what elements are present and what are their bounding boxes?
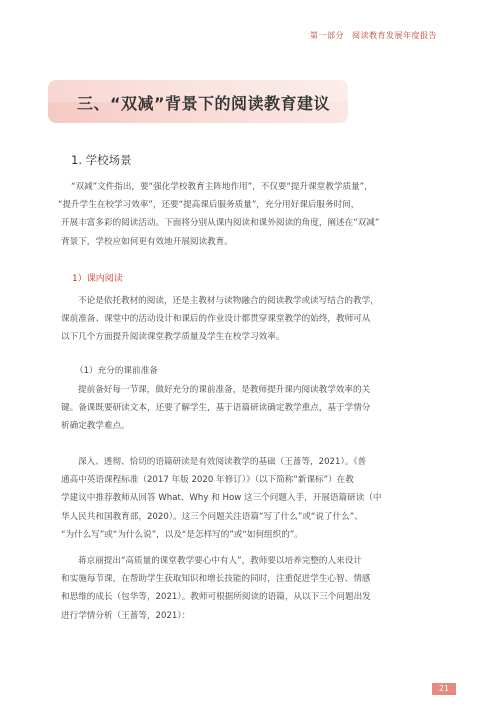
student-analysis-paragraph (61, 552, 429, 625)
paragraph-line: 开展丰富多彩的阅读活动。下面将分别从课内阅读和课外阅读的角度，阐述在“双减” (61, 218, 380, 229)
paragraph-line: 华人民共和国教育部，2020）。这三个问题关注语篇“写了什么”或“说了什么”、 (61, 511, 363, 522)
paragraph-line: 深入、透彻、恰切的语篇研读是有效阅读教学的基础（王蔷等，2021）。《普 (78, 457, 367, 467)
paragraph-line: 蒋京丽提出“高质量的课堂教学要心中有人”，教师要以培养完整的人来设计 (78, 556, 362, 566)
running-header-part: 第一部分 (310, 31, 344, 40)
paragraph-line: 提前备好每一节课，做好充分的课前准备，是教师提升课内阅读教学效率的关 (78, 385, 371, 395)
page-number-box (432, 683, 456, 695)
paragraph-line: 学建议中推荐教师从回答 What、Why 和 How 这三个问题入手，开展语篇研读（中 (61, 493, 382, 504)
paragraph-line: “提升学生在校学习效率”，还要“提高课后服务质量”，充分用好课后服务时间， (58, 200, 360, 211)
paragraph-line: 背景下，学校应如何更有效地开展阅读教育。 (61, 236, 233, 247)
paragraph-line: 和实施每节课，在帮助学生获取知识和增长技能的同时，注重促进学生心智、情感 (61, 574, 371, 585)
paragraph-line: 和思维的成长（包华等，2021）。教师可根据所阅读的语篇，从以下三个问题出发 (61, 592, 371, 603)
running-header-title: 阅读教育发展年度报告 (352, 31, 437, 40)
heading-in-class-reading: 1）课内阅读 (72, 274, 123, 284)
paragraph-line: 课前准备、课堂中的活动设计和课后的作业设计都贯穿课堂教学的始终，教师可从 (61, 314, 371, 325)
paragraph-line: 不论是依托教材的阅读，还是主教材与读物融合的阅读教学或读写结合的教学， (78, 296, 379, 306)
paragraph-line: 进行学情分析（王蔷等，2021）： (61, 610, 191, 621)
preparation-paragraph (61, 381, 429, 436)
page-number: 21 (438, 684, 450, 693)
paragraph-line: 以下几个方面提升阅读课堂教学质量及学生在校学习效率。 (61, 332, 285, 343)
paragraph-line: “双减”文件指出，要“强化学校教育主阵地作用”，不仅要“提升课堂教学质量”， (71, 182, 373, 192)
section-title: 三、“双减”背景下的阅读教育建议 (77, 94, 331, 113)
running-header (310, 30, 437, 41)
section-banner (48, 80, 348, 123)
paragraph-line: 键。备课既要研读文本，还要了解学生，基于语篇研读确定教学重点，基于学情分 (61, 403, 371, 414)
heading-preparation: （1）充分的课前准备 (75, 366, 158, 376)
paragraph-line: “为什么写”或“为什么说”，以及“是怎样写的”或“如何组织的”。 (61, 529, 303, 540)
in-class-paragraph (61, 292, 429, 347)
intro-paragraph (58, 178, 429, 251)
text-study-paragraph (61, 453, 429, 544)
paragraph-line: 通高中英语课程标准（2017 年版 2020 年修订）》（以下简称“新课标”）在教 (61, 475, 354, 486)
subsection-title: 1. 学校场景 (71, 153, 132, 167)
paragraph-line: 析确定教学难点。 (61, 421, 130, 432)
